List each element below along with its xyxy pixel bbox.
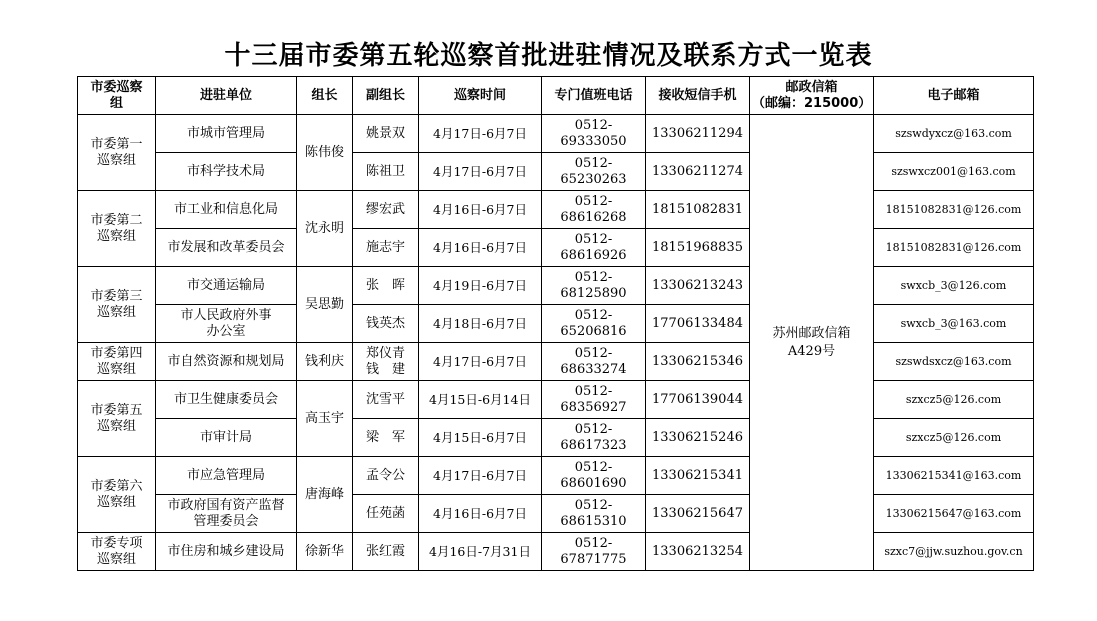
- sms-phone: 13306211274: [646, 153, 750, 191]
- table-body: [78, 115, 1034, 571]
- header-mailbox: [750, 77, 874, 115]
- inspection-period: 4月16日-6月7日: [419, 191, 542, 229]
- deputy-leader: 郑仪青 钱 建: [353, 343, 419, 381]
- unit-name: 市科学技术局: [156, 153, 297, 191]
- deputy-leader: 钱英杰: [353, 305, 419, 343]
- sms-phone: 13306211294: [646, 115, 750, 153]
- email-address: szswdsxcz@163.com: [874, 343, 1034, 381]
- mailbox-line2: A429号: [787, 343, 836, 359]
- inspection-period: 4月18日-6月7日: [419, 305, 542, 343]
- deputy-leader: 陈祖卫: [353, 153, 419, 191]
- contact-table: [77, 76, 1034, 571]
- group-leader: 陈伟俊: [297, 115, 353, 191]
- duty-phone: 0512-67871775: [542, 533, 646, 571]
- group-leader: 吴思勤: [297, 267, 353, 343]
- email-address: szxcz5@126.com: [874, 419, 1034, 457]
- inspection-period: 4月17日-6月7日: [419, 343, 542, 381]
- group-name: 市委第三 巡察组: [78, 267, 156, 343]
- duty-phone: 0512-68616268: [542, 191, 646, 229]
- deputy-leader: 孟令公: [353, 457, 419, 495]
- header-duty-phone: 专门值班电话: [542, 77, 646, 115]
- email-address: 18151082831@126.com: [874, 191, 1034, 229]
- duty-phone: 0512-65206816: [542, 305, 646, 343]
- sms-phone: 13306215346: [646, 343, 750, 381]
- unit-name: 市住房和城乡建设局: [156, 533, 297, 571]
- sms-phone: 13306215341: [646, 457, 750, 495]
- table-row: [78, 381, 1034, 419]
- duty-phone: 0512-68601690: [542, 457, 646, 495]
- deputy-leader: 缪宏武: [353, 191, 419, 229]
- group-leader: 钱利庆: [297, 343, 353, 381]
- inspection-period: 4月17日-6月7日: [419, 153, 542, 191]
- header-group: 市委巡察 组: [78, 77, 156, 115]
- header-mailbox-line1: 邮政信箱: [785, 79, 838, 95]
- group-name: 市委专项 巡察组: [78, 533, 156, 571]
- duty-phone: 0512-68633274: [542, 343, 646, 381]
- inspection-period: 4月15日-6月7日: [419, 419, 542, 457]
- sms-phone: 13306213243: [646, 267, 750, 305]
- group-name: 市委第二 巡察组: [78, 191, 156, 267]
- sms-phone: 17706139044: [646, 381, 750, 419]
- group-leader: 沈永明: [297, 191, 353, 267]
- group-name: 市委第一 巡察组: [78, 115, 156, 191]
- duty-phone: 0512-68616926: [542, 229, 646, 267]
- deputy-leader: 施志宇: [353, 229, 419, 267]
- deputy-leader: 沈雪平: [353, 381, 419, 419]
- table-row: [78, 495, 1034, 533]
- unit-name: 市自然资源和规划局: [156, 343, 297, 381]
- header-row: [78, 77, 1034, 115]
- duty-phone: 0512-65230263: [542, 153, 646, 191]
- duty-phone: 0512-68356927: [542, 381, 646, 419]
- table-row: [78, 305, 1034, 343]
- duty-phone: 0512-68615310: [542, 495, 646, 533]
- table-row: [78, 457, 1034, 495]
- email-address: szxc7@jjw.suzhou.gov.cn: [874, 533, 1034, 571]
- mailbox-line1: 苏州邮政信箱: [772, 325, 851, 341]
- unit-name: 市政府国有资产监督 管理委员会: [156, 495, 297, 533]
- page-title: 十三届市委第五轮巡察首批进驻情况及联系方式一览表: [224, 41, 873, 71]
- inspection-period: 4月16日-7月31日: [419, 533, 542, 571]
- unit-name: 市发展和改革委员会: [156, 229, 297, 267]
- group-name: 市委第四 巡察组: [78, 343, 156, 381]
- table-row: [78, 153, 1034, 191]
- duty-phone: 0512-68125890: [542, 267, 646, 305]
- unit-name: 市卫生健康委员会: [156, 381, 297, 419]
- header-unit: 进驻单位: [156, 77, 297, 115]
- inspection-period: 4月19日-6月7日: [419, 267, 542, 305]
- email-address: szswxcz001@163.com: [874, 153, 1034, 191]
- email-address: 13306215341@163.com: [874, 457, 1034, 495]
- inspection-period: 4月16日-6月7日: [419, 229, 542, 267]
- sms-phone: 13306215246: [646, 419, 750, 457]
- group-leader: 唐海峰: [297, 457, 353, 533]
- inspection-period: 4月17日-6月7日: [419, 457, 542, 495]
- sms-phone: 18151968835: [646, 229, 750, 267]
- table-row: [78, 229, 1034, 267]
- deputy-leader: 张 晖: [353, 267, 419, 305]
- email-address: swxcb_3@163.com: [874, 305, 1034, 343]
- group-leader: 高玉宇: [297, 381, 353, 457]
- sms-phone: 17706133484: [646, 305, 750, 343]
- table-row: [78, 419, 1034, 457]
- deputy-leader: 任苑菡: [353, 495, 419, 533]
- inspection-period: 4月16日-6月7日: [419, 495, 542, 533]
- sms-phone: 13306213254: [646, 533, 750, 571]
- unit-name: 市审计局: [156, 419, 297, 457]
- group-name: 市委第六 巡察组: [78, 457, 156, 533]
- inspection-period: 4月15日-6月14日: [419, 381, 542, 419]
- table-row: [78, 267, 1034, 305]
- deputy-leader: 张红霞: [353, 533, 419, 571]
- duty-phone: 0512-68617323: [542, 419, 646, 457]
- email-address: szxcz5@126.com: [874, 381, 1034, 419]
- sms-phone: 18151082831: [646, 191, 750, 229]
- mailbox: [750, 115, 874, 571]
- email-address: szswdyxcz@163.com: [874, 115, 1034, 153]
- inspection-period: 4月17日-6月7日: [419, 115, 542, 153]
- deputy-leader: 姚景双: [353, 115, 419, 153]
- header-email: 电子邮箱: [874, 77, 1034, 115]
- table-row: [78, 533, 1034, 571]
- unit-name: 市应急管理局: [156, 457, 297, 495]
- email-address: 18151082831@126.com: [874, 229, 1034, 267]
- unit-name: 市工业和信息化局: [156, 191, 297, 229]
- table-row: [78, 115, 1034, 153]
- header-period: 巡察时间: [419, 77, 542, 115]
- table-row: [78, 343, 1034, 381]
- header-mailbox-line2: （邮编：215000）: [752, 95, 872, 111]
- group-name: 市委第五 巡察组: [78, 381, 156, 457]
- unit-name: 市城市管理局: [156, 115, 297, 153]
- unit-name: 市人民政府外事 办公室: [156, 305, 297, 343]
- email-address: 13306215647@163.com: [874, 495, 1034, 533]
- unit-name: 市交通运输局: [156, 267, 297, 305]
- email-address: swxcb_3@126.com: [874, 267, 1034, 305]
- duty-phone: 0512-69333050: [542, 115, 646, 153]
- deputy-leader: 梁 军: [353, 419, 419, 457]
- header-leader: 组长: [297, 77, 353, 115]
- header-sms-phone: 接收短信手机: [646, 77, 750, 115]
- group-leader: 徐新华: [297, 533, 353, 571]
- table-row: [78, 191, 1034, 229]
- sms-phone: 13306215647: [646, 495, 750, 533]
- header-deputy: 副组长: [353, 77, 419, 115]
